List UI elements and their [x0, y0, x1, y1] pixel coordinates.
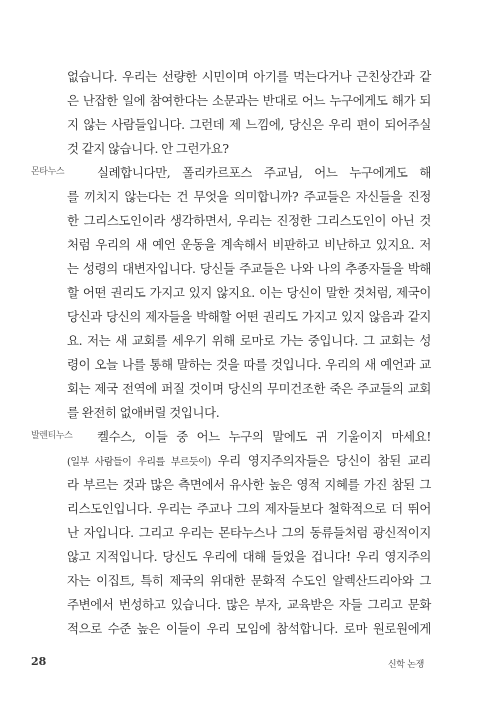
aside-note: (일부 사람들이 우리를 부르듯이) [67, 457, 211, 468]
body-line: 자는 이집트, 특히 제국의 위대한 문화적 수도인 알렉산드리아와 그 [67, 573, 431, 588]
body-line: 한 그리스도인이라 생각하면서, 우리는 진정한 그리스도인이 아닌 것 [67, 213, 431, 228]
body-line: 켈수스, 이들 중 어느 누구의 말에도 귀 기울이지 마세요! [97, 429, 431, 444]
speaker-valentinus: 발렌티누스 [31, 431, 73, 441]
body-line: 할 어떤 권리도 가지고 있지 않지요. 이는 당신이 말한 것처럼, 제국이 [67, 285, 431, 300]
body-line-fragment: 우리 영지주의자들은 당신이 참된 교리 [217, 453, 432, 468]
body-line: 령이 오늘 나를 통해 말하는 것을 따를 것입니다. 우리의 새 예언과 교 [67, 357, 431, 372]
body-line: 당신과 당신의 제자들을 박해할 어떤 권리도 가지고 있지 않음과 같지 [67, 309, 431, 324]
body-line: 처럼 우리의 새 예언 운동을 계속해서 비판하고 비난하고 있지요. 저 [67, 237, 431, 252]
body-line: 를 끼치지 않는다는 건 무엇을 의미합니까? 주교들은 자신들을 진정 [67, 189, 431, 204]
body-line: 라 부르는 것과 많은 측면에서 유사한 높은 영적 지혜를 가진 참된 그 [67, 477, 431, 492]
body-line: 은 난잡한 일에 참여한다는 소문과는 반대로 어느 누구에게도 해가 되 [67, 93, 431, 108]
body-line: 리스도인입니다. 우리는 주교나 그의 제자들보다 철학적으로 더 뛰어 [67, 501, 431, 516]
page-number: 28 [31, 655, 47, 668]
body-line: 는 성령의 대변자입니다. 당신들 주교들은 나와 나의 추종자들을 박해 [67, 261, 431, 276]
body-line: 회는 제국 전역에 퍼질 것이며 당신의 무미건조한 죽은 주교들의 교회 [67, 381, 431, 396]
body-line: 를 완전히 없애버릴 것입니다. [67, 405, 220, 420]
body-line: 실례합니다만, 폴리카르포스 주교님, 어느 누구에게도 해 [97, 165, 431, 180]
body-line: 없습니다. 우리는 선량한 시민이며 아기를 먹는다거나 근친상간과 같 [67, 69, 431, 84]
body-line: 지 않는 사람들입니다. 그런데 제 느낌에, 당신은 우리 편이 되어주실 [67, 117, 431, 132]
body-line: 적으로 수준 높은 이들이 우리 모임에 참석합니다. 로마 원로원에게 [67, 621, 431, 636]
running-footer-title: 신학 논쟁 [387, 660, 424, 670]
body-line: 것 같지 않습니다. 안 그런가요? [67, 141, 229, 156]
body-line: 난 자입니다. 그리고 우리는 몬타누스나 그의 동류들처럼 광신적이지 [67, 525, 431, 540]
body-line [67, 452, 431, 471]
body-line: 주변에서 번성하고 있습니다. 많은 부자, 교육받은 자들 그리고 문화 [67, 597, 431, 612]
body-line: 요. 저는 새 교회를 세우기 위해 로마로 가는 중입니다. 그 교회는 성 [67, 333, 431, 348]
body-line: 않고 지적입니다. 당신도 우리에 대해 들었을 겁니다! 우리 영지주의 [67, 549, 431, 564]
speaker-montanus: 몬타누스 [31, 167, 65, 177]
